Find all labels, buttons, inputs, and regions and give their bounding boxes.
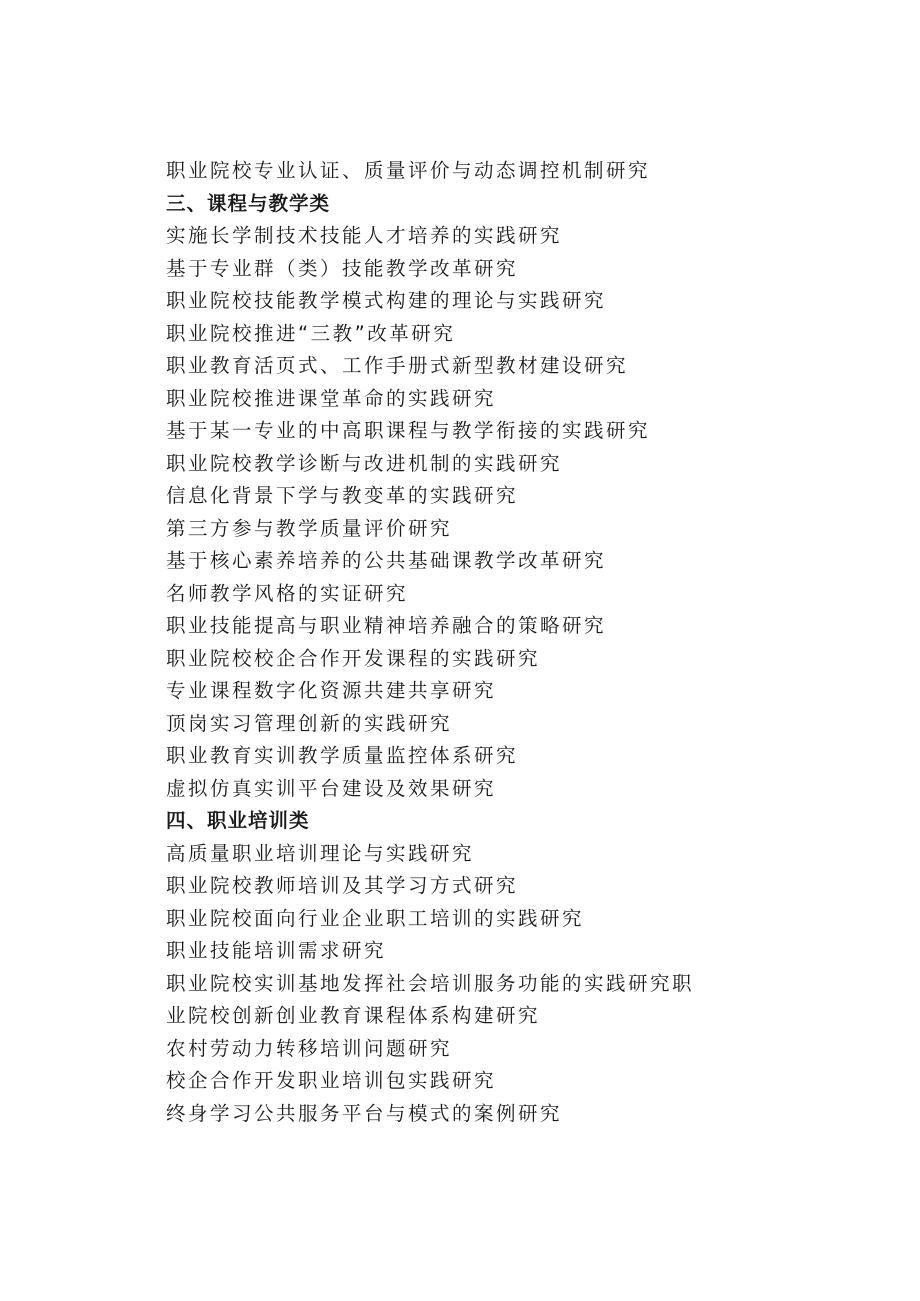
list-item: 职业技能培训需求研究 <box>166 939 387 962</box>
list-item: 农村劳动力转移培训问题研究 <box>166 1036 453 1060</box>
list-item: 业院校创新创业教育课程体系构建研究 <box>166 1004 541 1027</box>
list-item: 名师教学风格的实证研究 <box>166 581 409 605</box>
list-item: 职业院校实训基地发挥社会培训服务功能的实践研究职 <box>166 971 695 995</box>
list-item: 终身学习公共服务平台与模式的案例研究 <box>166 1101 563 1125</box>
list-item: 职业院校校企合作开发课程的实践研究 <box>166 646 541 670</box>
list-item: 虚拟仿真实训平台建设及效果研究 <box>166 776 497 800</box>
list-item: 基于核心素养培养的公共基础课教学改革研究 <box>166 549 607 572</box>
list-item: 高质量职业培训理论与实践研究 <box>166 841 475 865</box>
list-item: 职业教育实训教学质量监控体系研究 <box>166 744 519 767</box>
list-item: 基于专业群（类）技能教学改革研究 <box>166 256 519 280</box>
list-item: 职业院校面向行业企业职工培训的实践研究 <box>166 906 585 930</box>
section-heading-training: 四、职业培训类 <box>166 809 310 832</box>
list-item: 基于某一专业的中高职课程与教学衔接的实践研究 <box>166 419 651 442</box>
list-item: 职业技能提高与职业精神培养融合的策略研究 <box>166 614 607 637</box>
list-item: 实施长学制技术技能人才培养的实践研究 <box>166 224 563 247</box>
list-item: 校企合作开发职业培训包实践研究 <box>166 1069 497 1092</box>
list-item: 第三方参与教学质量评价研究 <box>166 516 453 540</box>
intro-line: 职业院校专业认证、质量评价与动态调控机制研究 <box>166 159 651 182</box>
list-item: 职业教育活页式、工作手册式新型教材建设研究 <box>166 354 629 377</box>
list-item: 专业课程数字化资源共建共享研究 <box>166 679 497 702</box>
list-item: 信息化背景下学与教变革的实践研究 <box>166 484 519 507</box>
list-item: 职业院校教师培训及其学习方式研究 <box>166 874 519 897</box>
list-item: 职业院校推进“三教”改革研究 <box>166 321 456 345</box>
section-heading-curriculum: 三、课程与教学类 <box>166 191 331 215</box>
list-item: 职业院校推进课堂革命的实践研究 <box>166 386 497 410</box>
document-body <box>166 155 706 1130</box>
list-item: 职业院校技能教学模式构建的理论与实践研究 <box>166 289 607 312</box>
list-item: 顶岗实习管理创新的实践研究 <box>166 711 453 735</box>
list-item: 职业院校教学诊断与改进机制的实践研究 <box>166 451 563 475</box>
